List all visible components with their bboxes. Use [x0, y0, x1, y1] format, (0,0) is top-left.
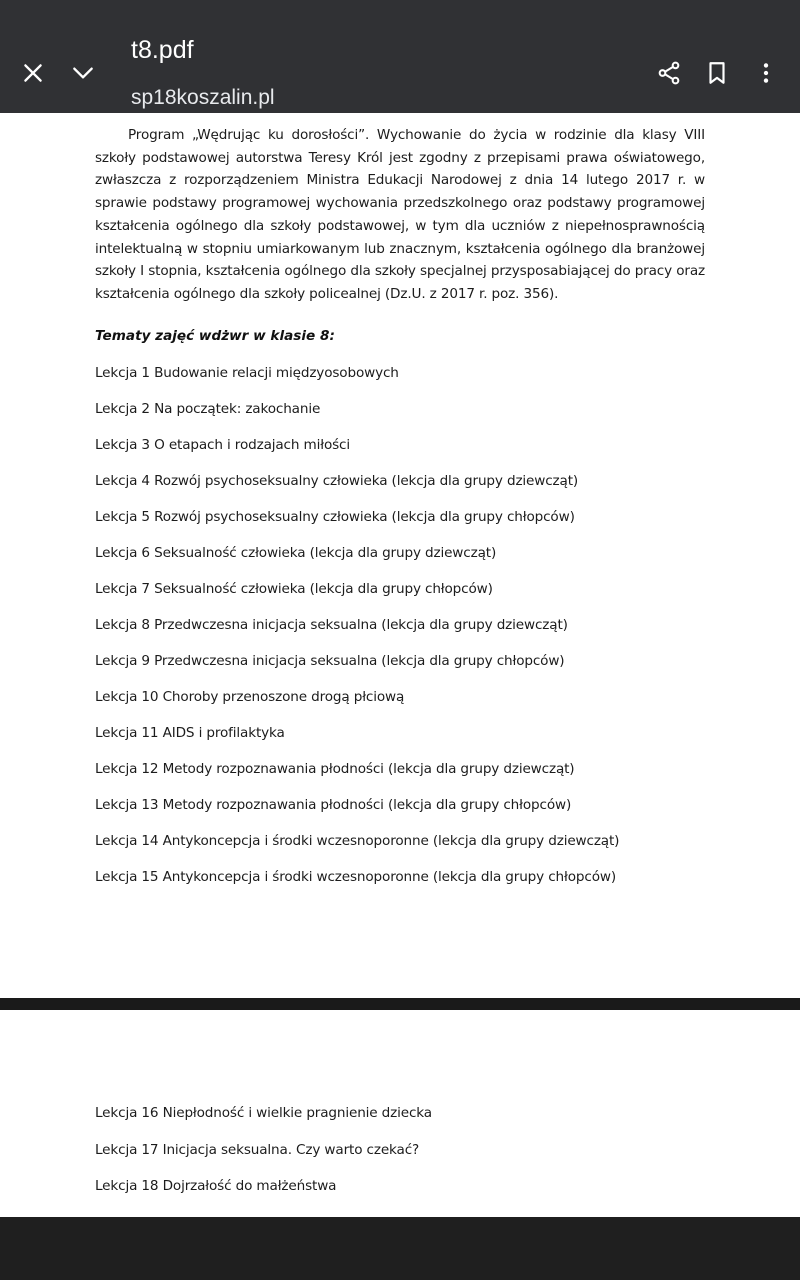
- lesson-item: Lekcja 1 Budowanie relacji międzyosobowych: [95, 365, 399, 381]
- lesson-item: Lekcja 2 Na początek: zakochanie: [95, 401, 321, 417]
- lesson-item: Lekcja 18 Dojrzałość do małżeństwa: [95, 1178, 337, 1194]
- lesson-item: Lekcja 4 Rozwój psychoseksualny człowieka (lekcja dla grupy dziewcząt): [95, 473, 579, 489]
- pdf-page-2: [0, 1010, 800, 1217]
- lesson-item: Lekcja 15 Antykoncepcja i środki wczesnoporonne (lekcja dla grupy chłopców): [95, 869, 616, 885]
- lesson-item: Lekcja 12 Metody rozpoznawania płodności (lekcja dla grupy dziewcząt): [95, 761, 575, 777]
- page-separator: [0, 998, 800, 1010]
- viewer-toolbar: [0, 0, 800, 113]
- more-options-button[interactable]: [746, 53, 786, 93]
- program-paragraph: Program „Wędrując ku dorosłości”. Wychowanie do życia w rodzinie dla klasy VIII szkoły podstawowej autorstwa Teresy Król jest zgodny z przepisami prawa oświatowego, zwłaszcza z rozporządzeniem Ministra Edukacji Narodowej z dnia 14 lutego 2017 r. w sprawie podstawy programowej wychowania przedszkolnego oraz podstawy programowej kształcenia ogólnego dla szkoły podstawowej, w tym dla uczniów z niepełnosprawnością intelektualną w stopniu umiarkowanym lub znacznym, kształcenia ogólnego dla branżowej szkoły I stopnia, kształcenia ogólnego dla szkoły specjalnej przysposabiającej do pracy oraz kształcenia ogólnego dla szkoły policealnej (Dz.U. z 2017 r. poz. 356).: [95, 127, 705, 302]
- lessons-list: [95, 364, 619, 904]
- lesson-item: Lekcja 14 Antykoncepcja i środki wczesnoporonne (lekcja dla grupy dziewcząt): [95, 833, 620, 849]
- lesson-item: Lekcja 3 O etapach i rodzajach miłości: [95, 437, 351, 453]
- lesson-item: Lekcja 6 Seksualność człowieka (lekcja dla grupy dziewcząt): [95, 545, 497, 561]
- bookmark-icon: [704, 60, 730, 86]
- lesson-item: Lekcja 10 Choroby przenoszone drogą płciową: [95, 689, 405, 705]
- lesson-item: Lekcja 5 Rozwój psychoseksualny człowieka (lekcja dla grupy chłopców): [95, 509, 575, 525]
- topics-heading: Tematy zajęć wdżwr w klasie 8:: [95, 328, 335, 344]
- file-source[interactable]: sp18koszalin.pl: [131, 86, 275, 109]
- lesson-item: Lekcja 9 Przedwczesna inicjacja seksualna (lekcja dla grupy chłopców): [95, 653, 565, 669]
- share-button[interactable]: [649, 53, 689, 93]
- bottom-bar: [0, 1217, 800, 1280]
- lesson-item: Lekcja 11 AIDS i profilaktyka: [95, 725, 285, 741]
- chevron-down-icon: [70, 60, 96, 86]
- lesson-item: Lekcja 13 Metody rozpoznawania płodności (lekcja dla grupy chłopców): [95, 797, 572, 813]
- lessons-list-continued: [95, 1104, 432, 1214]
- lesson-item: Lekcja 7 Seksualność człowieka (lekcja dla grupy chłopców): [95, 581, 493, 597]
- lesson-item: Lekcja 8 Przedwczesna inicjacja seksualna (lekcja dla grupy dziewcząt): [95, 617, 568, 633]
- collapse-button[interactable]: [63, 53, 103, 93]
- share-icon: [656, 60, 682, 86]
- lesson-item: Lekcja 17 Inicjacja seksualna. Czy warto czekać?: [95, 1141, 420, 1158]
- lesson-item: Lekcja 16 Niepłodność i wielkie pragnienie dziecka: [95, 1105, 432, 1121]
- pdf-page-1: [0, 113, 800, 998]
- file-name: t8.pdf: [131, 36, 194, 64]
- close-icon: [20, 60, 46, 86]
- bookmark-button[interactable]: [697, 53, 737, 93]
- more-vert-icon: [753, 60, 779, 86]
- close-button[interactable]: [13, 53, 53, 93]
